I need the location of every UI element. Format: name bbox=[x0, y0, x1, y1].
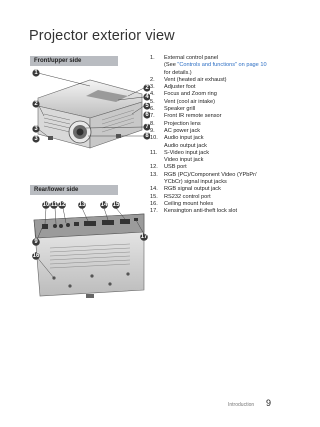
callout-8 bbox=[143, 132, 150, 139]
list-item: YCbCr) signal input jacks bbox=[164, 179, 227, 186]
callout-15 bbox=[112, 201, 120, 209]
callout-10 bbox=[42, 201, 50, 209]
section-header-rear: Rear/lower side bbox=[30, 185, 118, 195]
list-item: 17. Kensington anti-theft lock slot bbox=[150, 208, 238, 215]
svg-text:7: 7 bbox=[145, 124, 149, 130]
svg-text:2: 2 bbox=[34, 101, 38, 107]
callout-14 bbox=[100, 201, 108, 209]
svg-text:17: 17 bbox=[140, 234, 148, 240]
list-item: 10. Audio input jack bbox=[150, 135, 204, 142]
list-item: 11. S-Video input jack bbox=[150, 149, 209, 156]
callout-1 bbox=[32, 69, 39, 76]
section-header-front: Front/upper side bbox=[30, 56, 118, 66]
callout-9 bbox=[32, 238, 40, 246]
list-item: for details.) bbox=[164, 69, 192, 76]
list-item: 15. RS232 control port bbox=[150, 193, 211, 200]
svg-text:14: 14 bbox=[100, 202, 108, 208]
callout-6 bbox=[143, 111, 150, 118]
page-title: Projector exterior view bbox=[29, 28, 175, 44]
svg-text:11: 11 bbox=[50, 202, 58, 208]
svg-text:9: 9 bbox=[34, 239, 38, 245]
svg-text:4: 4 bbox=[145, 94, 149, 100]
list-item: 4. Focus and Zoom ring bbox=[150, 91, 217, 98]
callout-16 bbox=[32, 252, 40, 260]
list-item: 14. RGB signal output jack bbox=[150, 186, 221, 193]
callout-3 bbox=[32, 125, 39, 132]
projector-rear-illustration bbox=[30, 198, 150, 318]
callout-13 bbox=[78, 201, 86, 209]
list-item: 9. AC power jack bbox=[150, 127, 201, 134]
callout-7 bbox=[143, 123, 150, 130]
list-item: 6. Speaker grill bbox=[150, 106, 196, 113]
list-item: 12. USB port bbox=[150, 164, 187, 171]
callout-17 bbox=[140, 233, 148, 241]
svg-text:2: 2 bbox=[145, 85, 149, 91]
page-number: 9 bbox=[266, 398, 272, 408]
svg-text:15: 15 bbox=[112, 202, 120, 208]
list-item: 3. Adjuster foot bbox=[150, 84, 196, 91]
list-item: (See "Controls and functions" on page 10 bbox=[164, 62, 267, 69]
callout-11 bbox=[50, 201, 58, 209]
svg-text:1: 1 bbox=[34, 70, 38, 76]
svg-text:6: 6 bbox=[145, 112, 149, 118]
svg-text:3: 3 bbox=[34, 136, 38, 142]
footer-section-name: Introduction bbox=[228, 402, 255, 408]
svg-text:3: 3 bbox=[34, 126, 38, 132]
list-item: Audio output jack bbox=[164, 142, 207, 149]
controls-link[interactable]: "Controls and functions" on page 10 bbox=[177, 62, 267, 69]
callout-12 bbox=[58, 201, 66, 209]
callout-2 bbox=[143, 84, 150, 91]
list-item: 8. Projection lens bbox=[150, 120, 201, 127]
callout-3b bbox=[32, 135, 39, 142]
list-item: Video input jack bbox=[164, 157, 204, 164]
parts-list bbox=[150, 55, 296, 216]
list-item: 16. Ceiling mount holes bbox=[150, 200, 214, 207]
svg-text:8: 8 bbox=[145, 133, 149, 139]
callout-4 bbox=[143, 93, 150, 100]
list-item: 2. Vent (heated air exhaust) bbox=[150, 76, 227, 83]
svg-text:5: 5 bbox=[145, 103, 149, 109]
list-item: 7. Front IR remote sensor bbox=[150, 113, 222, 120]
list-item: 1. External control panel bbox=[150, 55, 219, 61]
callout-5 bbox=[143, 102, 150, 109]
svg-text:16: 16 bbox=[32, 253, 40, 259]
list-item: 13. RGB (PC)/Component Video (YPbPr/ bbox=[150, 171, 257, 178]
callout-2b bbox=[32, 100, 39, 107]
list-item: 5. Vent (cool air intake) bbox=[150, 98, 215, 105]
svg-text:10: 10 bbox=[42, 202, 50, 208]
projector-front-illustration bbox=[30, 68, 150, 168]
svg-text:12: 12 bbox=[58, 202, 66, 208]
svg-text:13: 13 bbox=[78, 202, 86, 208]
